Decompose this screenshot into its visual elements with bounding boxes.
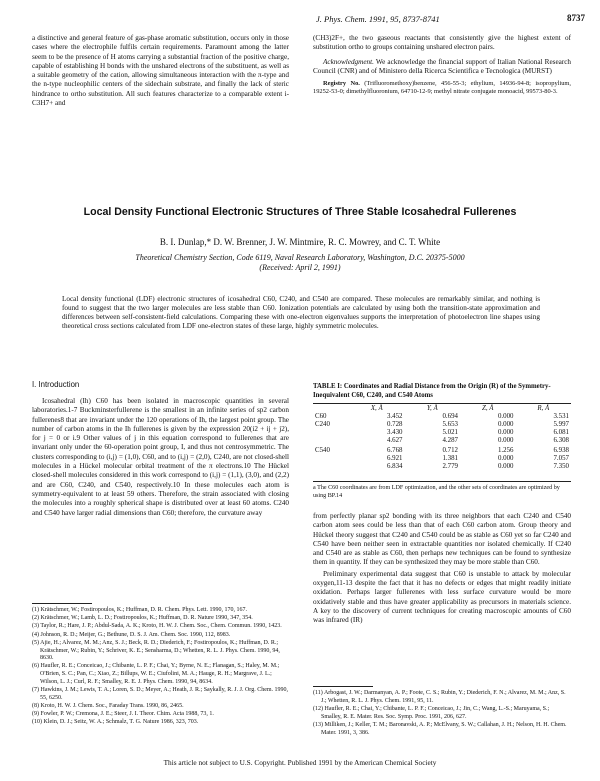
table-row: [313, 455, 571, 463]
table-cell: 4.287: [442, 436, 458, 444]
footnote-rule-left: [32, 603, 92, 604]
table-column-header: [313, 404, 349, 413]
reference-item: (6) Haufler, R. E.; Conceicao, J.; Chibante, L. P. F.; Chai, Y.; Byrne, N. E.; Flanagan, S.; Haley, M. M.; O'Brien, S. C.; Pan, C.; Xiao, Z.; Billups, W. E.; Ciufolini, M. A.; Hauge, R. H.; Margrave, J. L.; Wilson, L. J.; Curl, R. F.; Smalley, R. E. J. Phys. Chem. 1990, 94, 8634.: [32, 663, 280, 685]
table-cell: 5.997: [553, 421, 569, 429]
section-heading: I. Introduction: [32, 380, 80, 389]
table-row: [313, 429, 571, 437]
abstract: Local density functional (LDF) electronic structures of icosahedral C60, C240, and C540 are compared. These molecules are remarkably similar, and nothing is found to suggest that the two larger molecules are less stable than C60. Ionization potentials are calculated by using both the transition-state approximation and differences between self-consistent-field calculations. Comparing these with one-electron eigenvalues supports the interpretation of photoelectron line shapes using theoretical cross sections calculated from LDF one-electron states of these large, highly symmetric molecules.: [62, 295, 540, 331]
affiliation-text: Theoretical Chemistry Section, Code 6119, Naval Research Laboratory, Washington, D.C. 20375-5000: [135, 253, 465, 262]
table-column-header: Z, Å: [482, 405, 494, 412]
table-header-row: [313, 404, 571, 413]
reference-item: (11) Arbogast, J. W.; Darmanyan, A. P.; Foote, C. S.; Rubin, Y.; Diederich, F. N.; Alvarez, M. M.; Anz, S. J.; Whetten, R. L. J. Phys. Chem. 1991, 95, 11.: [313, 690, 566, 704]
table-row: [313, 421, 571, 429]
reference-item: (3) Taylor, R.; Hare, J. P.; Abdul-Sada, A. K.; Kroto, H. W. J. Chem. Soc., Chem. Commun. 1990, 1423.: [32, 623, 282, 630]
article-title: Local Density Functional Electronic Structures of Three Stable Icosahedral Fullerenes: [83, 206, 517, 218]
table-column-header: R, Å: [537, 405, 550, 412]
copyright-footer: This article not subject to U.S. Copyright. Published 1991 by the American Chemical Society: [163, 758, 437, 767]
prev-article-left-column: [32, 34, 289, 110]
right-body-column: [313, 512, 571, 628]
prev-article-continuation: (CH3)2F+, the two gaseous reactants that consistently give the highest extent of substitution ortho to groups containing unshared electron pairs.: [313, 34, 571, 52]
table-cell: 6.921: [386, 454, 403, 462]
table-cell: 5.653: [442, 421, 458, 429]
table-row: [313, 413, 571, 421]
table-cell: 6.308: [553, 436, 569, 444]
prev-article-right-column: [313, 34, 571, 99]
table-cell: C60: [315, 413, 327, 421]
table-cell: 6.938: [553, 447, 569, 455]
reference-item: (5) Ajie, H.; Alvarez, M. M.; Anz, S. J.; Beck, R. D.; Diederich, F.; Fostiropoulos, K.; Huffman, D. R.; Krätschmer, W.; Rubin, Y.; Schriver, K. E.; Sensharma, D.; Whetten, R. L. J. Phys. Chem. 1990, 94, 8630.: [32, 639, 280, 662]
table-cell: 0.000: [497, 462, 514, 470]
body-paragraph: from perfectly planar sp2 bonding with its three neighbors that each C240 and C540 carbon atom sees could be less than that of each C60 carbon atom. Group theory and Hückel theory suggest that C240 and C540 could be as stable as C60 yet so far C240 and C540 have been neither seen in extractable quantities nor isolated chemically. If C240 and C540 are as stable as C60, then perhaps new techniques can be found to synthesize them in quantity. If they can be synthesized they may be more stable than C60.: [313, 512, 571, 567]
reference-item: (1) Krätschmer, W.; Fostiropoulos, K.; Huffman, D. R. Chem. Phys. Lett. 1990, 170, 167.: [32, 607, 247, 613]
reference-item: (8) Kroto, H. W. J. Chem. Soc., Faraday Trans. 1990, 86, 2465.: [32, 702, 184, 709]
references-left: [32, 607, 289, 728]
page-number: 8737: [567, 13, 585, 23]
table-row: [313, 436, 571, 444]
registry-label: Registry No.: [323, 80, 360, 88]
reference-item: (4) Johnson, R. D.; Meijer, G.; Bethune, D. S. J. Am. Chem. Soc. 1990, 112, 8983.: [32, 631, 231, 638]
acknowledgment-text: We acknowledge the financial support of Italian National Research Council (CNR) and of Ministero della Ricerca Scientifica e Tecnologica (MURST): [313, 57, 571, 75]
table-cell: 0.000: [497, 454, 514, 462]
table-cell: 1.381: [442, 454, 458, 462]
table-cell: 6.768: [386, 447, 403, 455]
table-row: [313, 462, 571, 470]
table-cell: 7.057: [553, 454, 569, 462]
table-cell: 5.021: [442, 428, 458, 436]
table-cell: [313, 462, 349, 470]
table-bottom-rule: [313, 481, 571, 482]
acknowledgment-label: Acknowledgment.: [323, 57, 374, 66]
table-cell: 2.779: [442, 462, 458, 470]
table-cell: [313, 429, 349, 437]
table-caption-text: Coordinates and Radial Distance from the Origin (R) of the Symmetry-Inequivalent C60, C240, and C540 Atoms: [313, 383, 551, 399]
table-cell: 0.000: [497, 436, 514, 444]
reference-item: (10) Klein, D. J.; Seitz, W. A.; Schmalz, T. G. Nature 1986, 323, 703.: [32, 719, 199, 726]
table-cell: [313, 436, 349, 444]
registry-numbers: [313, 80, 571, 96]
running-head: J. Phys. Chem. 1991, 95, 8737-8741: [316, 14, 440, 24]
table-cell: 0.712: [442, 447, 458, 455]
coordinates-table: [313, 404, 571, 470]
table-row: [313, 444, 571, 454]
footnote-rule-right: [313, 686, 373, 687]
table-cell: 6.834: [386, 462, 403, 470]
reference-item: (2) Krätschmer, W.; Lamb, L. D.; Fostiropoulos, K.; Huffman, D. R. Nature 1990, 347, 354.: [32, 615, 253, 622]
table-cell: 1.256: [497, 447, 514, 455]
article-authors: B. I. Dunlap,* D. W. Brenner, J. W. Mintmire, R. C. Mowrey, and C. T. White: [159, 237, 441, 247]
table-cell: 6.081: [553, 428, 569, 436]
table-cell: 0.728: [386, 421, 403, 429]
table-cell: 7.350: [553, 462, 569, 470]
prev-article-text: a distinctive and general feature of gas-phase aromatic substitution, occurs only in those cases where the electrophile fulfils certain requirements. Paramount among the latter seem to be the presence of H atoms carrying a substantial fraction of the positive charge, capable of establishing H bonds with the unshared electrons of the substituent, as well as a suitable geometry of the cation, allowing simultaneous interaction with the π-type and the n-type nucleophilic centers of the sidechain substrate, and finally the lack of steric hindrance to ortho substitution. All such features characterize to a comparable extent i-C3H7+ and: [32, 34, 289, 108]
table-cell: C240: [315, 421, 330, 429]
registry-text: (Trifluoromethoxy)benzene, 456-55-3; ethylium, 14936-94-8; isopropylium, 19252-53-0; dimethylfluoronium, 64710-12-9; methyl nitrate conjugate monoacid, 99573-80-3.: [313, 80, 571, 96]
introduction-paragraph: Icosahedral (Ih) C60 has been isolated in macroscopic quantities in several laboratories.1-7 Buckminsterfullerene is the smallest in an infinite series of sp2 carbon fullerenes8 that are invariant under the 120 operations of Ih, the largest point group. The number of carbon atoms in the Ih fullerenes is given by the expression 20(i2 + ij + j2), for j = 0 or i.9 Other values of j in this equation correspond to fullerenes that are invariant only under the 60-operation point group, I, and thus not centrosymmetric. The clusters corresponding to (i,j) = (1,0), C60, and to (i,j) = (2,0), C240, are not closed-shell molecules in a Hückel molecular orbital treatment of the π electrons.10 The Hückel closed-shell molecules considered in this work correspond to (i,j) = (1,1), (3,0), and (2,2) and are C60, C240, and C540, respectively.10 In these molecules each atom is symmetry-equivalent to at least 59 others. Therefore, the strain associated with closing the molecules into a roughly spherical shape is distributed over at least 60 atoms. C240 and C540 have larger radial dimensions than C60; therefore, the curvature away: [32, 397, 289, 517]
reference-item: (9) Fowler, P. W.; Cremona, J. E.; Steer, J. I. Theor. Chim. Acta 1988, 73, 1.: [32, 711, 214, 718]
table-cell: 3.531: [553, 413, 569, 421]
table-cell: 4.627: [386, 436, 403, 444]
acknowledgment: [313, 58, 571, 77]
reference-item: (7) Hawkins, J. M.; Lewis, T. A.; Loren, S. D.; Meyer, A.; Heath, J. R.; Saykally, R. J. J. Org. Chem. 1990, 55, 6250.: [32, 687, 289, 701]
table-caption: [313, 383, 571, 400]
introduction-column: [32, 397, 289, 520]
reference-item: (12) Haufler, R. E.; Chai, Y.; Chibante, L. P. F.; Conceicao, J.; Jin, C.; Wang, L.-S.; Maruyama, S.; Smalley, R. E. Mater. Res. Soc. Symp. Proc. 1991, 206, 627.: [313, 705, 550, 720]
table-cell: 0.000: [497, 413, 514, 421]
table-cell: [313, 455, 349, 463]
received-date: (Received: April 2, 1991): [259, 263, 341, 272]
reference-item: (13) Milliken, J.; Keller, T. M.; Baronavski, A. P.; McElvany, S. W.; Callahan, J. H.; Nelson, H. H. Chem. Mater. 1991, 3, 386.: [313, 721, 567, 736]
body-paragraph: Preliminary experimental data suggest that C60 is unstable to attack by molecular oxygen,11-13 despite the fact that it has no defects or edges that might readily initiate oxidation. Perhaps larger fullerenes with less surface curvature would be more oxidatively stable and thus have greater applicability as precursors in materials science. A key to the discovery of current techniques for creating macroscopic amounts of C60 was infrared (IR): [313, 569, 571, 625]
table-cell: 0.694: [442, 413, 458, 421]
table-cell: 0.000: [497, 428, 514, 436]
table-cell: 3.430: [386, 428, 403, 436]
table-cell: 3.452: [386, 413, 403, 421]
table-column-header: Y, Å: [426, 405, 438, 412]
table-caption-label: TABLE I:: [313, 383, 343, 390]
table-footnote: a The C60 coordinates are from LDF optimization, and the other sets of coordinates are optimized by using BP.14: [313, 485, 560, 499]
table-cell: 0.000: [497, 421, 514, 429]
article-affiliation: [0, 253, 600, 273]
references-right: [313, 690, 571, 738]
table-column-header: X, Å: [370, 405, 383, 412]
table-cell: C540: [315, 447, 330, 455]
